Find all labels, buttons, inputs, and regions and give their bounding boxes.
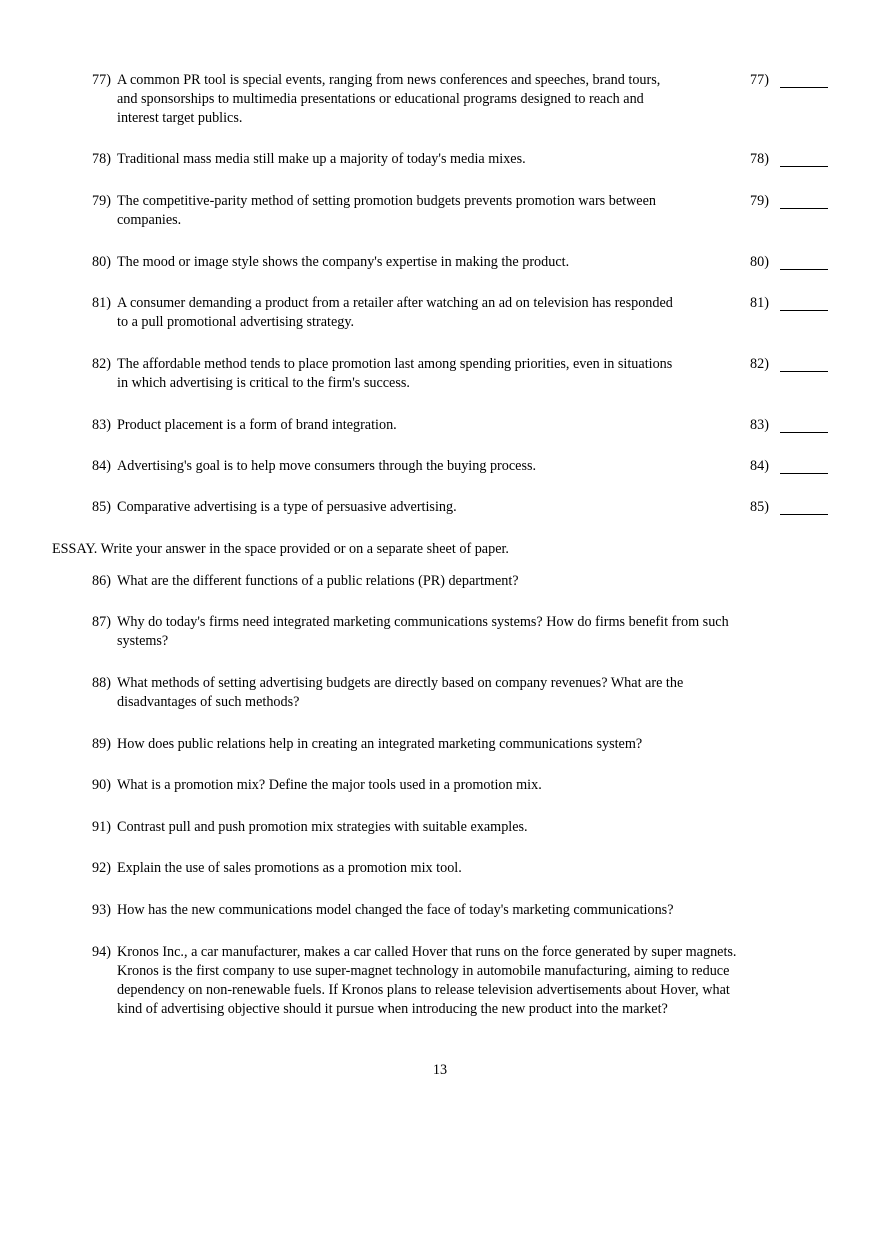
question-text: What methods of setting advertising budgets are directly based on company revenues? What are the disadvantages of such methods?: [117, 675, 684, 710]
question-text: The affordable method tends to place promotion last among spending priorities, even in situations in which advertising is critical to the firm's success.: [117, 356, 673, 391]
question-text: What is a promotion mix? Define the major tools used in a promotion mix.: [117, 777, 542, 793]
answer-blank[interactable]: [780, 432, 828, 433]
answer-label: 77): [750, 72, 769, 88]
page-number: 13: [432, 1062, 448, 1078]
answer-label: 84): [750, 458, 769, 474]
answer-blank[interactable]: [780, 371, 828, 372]
question-number: 93): [92, 902, 111, 918]
question-text: Why do today's firms need integrated marketing communications systems? How do firms benefit from such systems?: [117, 614, 729, 649]
question-text: Traditional mass media still make up a majority of today's media mixes.: [117, 151, 526, 167]
answer-label: 83): [750, 417, 769, 433]
question-text: Explain the use of sales promotions as a promotion mix tool.: [117, 860, 462, 876]
question-number: 88): [92, 675, 111, 691]
question-number: 82): [92, 356, 111, 372]
question-number: 85): [92, 499, 111, 515]
answer-label: 79): [750, 193, 769, 209]
answer-label: 78): [750, 151, 769, 167]
answer-label: 80): [750, 254, 769, 270]
question-text: Kronos Inc., a car manufacturer, makes a car called Hover that runs on the force generated by super magnets. Kronos is the first company to use super-magnet technology in automobile manufacturing, aiming to reduce dependency on non-renewable fuels. If Kronos plans to release television advertisements about Hover, what kind of advertising objective should it pursue when introducing the new product into the market?: [117, 944, 737, 1017]
answer-blank[interactable]: [780, 208, 828, 209]
answer-label: 82): [750, 356, 769, 372]
question-number: 90): [92, 777, 111, 793]
question-number: 92): [92, 860, 111, 876]
question-number: 79): [92, 193, 111, 209]
answer-blank[interactable]: [780, 514, 828, 515]
question-text: How does public relations help in creating an integrated marketing communications system?: [117, 736, 643, 752]
question-number: 84): [92, 458, 111, 474]
question-text: The competitive-parity method of setting promotion budgets prevents promotion wars between companies.: [117, 193, 657, 228]
question-text: Product placement is a form of brand integration.: [117, 417, 397, 433]
answer-blank[interactable]: [780, 87, 828, 88]
question-number: 77): [92, 72, 111, 88]
question-number: 89): [92, 736, 111, 752]
question-number: 86): [92, 573, 111, 589]
question-number: 83): [92, 417, 111, 433]
question-text: A common PR tool is special events, ranging from news conferences and speeches, brand tours, and sponsorships to multimedia presentations or educational programs designed to reach and interest target publics.: [117, 72, 661, 126]
question-text: Contrast pull and push promotion mix strategies with suitable examples.: [117, 819, 528, 835]
answer-label: 85): [750, 499, 769, 515]
answer-blank[interactable]: [780, 310, 828, 311]
question-text: The mood or image style shows the company's expertise in making the product.: [117, 254, 570, 270]
answer-label: 81): [750, 295, 769, 311]
answer-blank[interactable]: [780, 166, 828, 167]
question-number: 87): [92, 614, 111, 630]
question-number: 94): [92, 944, 111, 960]
question-text: How has the new communications model changed the face of today's marketing communications?: [117, 902, 674, 918]
answer-blank[interactable]: [780, 269, 828, 270]
answer-blank[interactable]: [780, 473, 828, 474]
question-text: A consumer demanding a product from a retailer after watching an ad on television has responded to a pull promotional advertising strategy.: [117, 295, 673, 330]
question-number: 81): [92, 295, 111, 311]
question-number: 91): [92, 819, 111, 835]
question-text: Comparative advertising is a type of persuasive advertising.: [117, 499, 457, 515]
question-text: Advertising's goal is to help move consumers through the buying process.: [117, 458, 537, 474]
question-number: 80): [92, 254, 111, 270]
essay-section-header: ESSAY. Write your answer in the space provided or on a separate sheet of paper.: [52, 541, 509, 557]
question-text: What are the different functions of a public relations (PR) department?: [117, 573, 519, 589]
question-number: 78): [92, 151, 111, 167]
